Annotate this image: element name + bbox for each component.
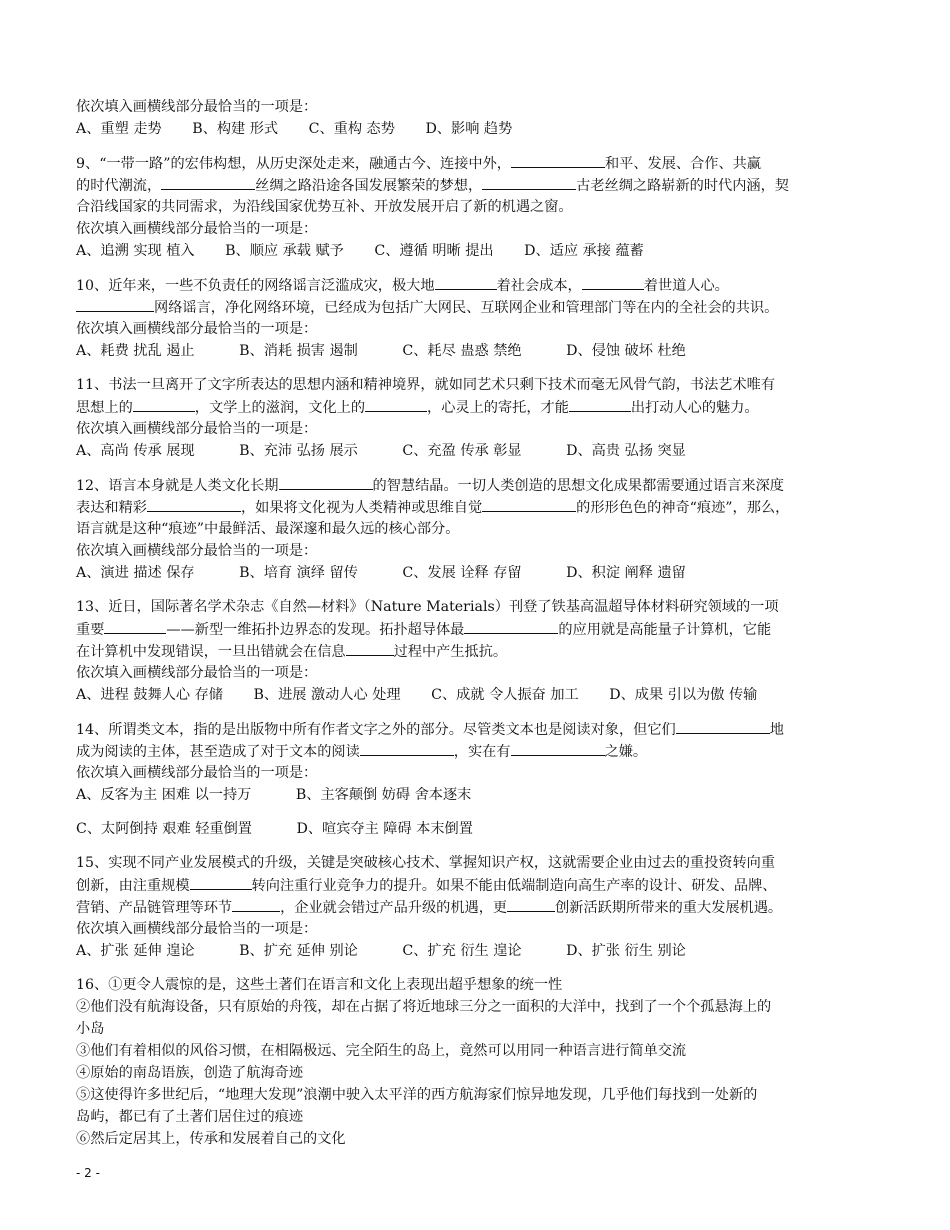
q9-options — [76, 240, 886, 262]
q12-instruction: 依次填入画横线部分最恰当的一项是： — [76, 543, 318, 559]
option-c: C、充盈 传承 彰显 — [402, 443, 522, 459]
option-b: B、主客颠倒 妨碍 舍本逐末 — [295, 787, 472, 803]
prev-options — [76, 118, 886, 140]
page-number: - 2 - — [76, 1166, 100, 1180]
document-page — [76, 96, 886, 1150]
blank — [346, 640, 394, 656]
option-b: B、消耗 损害 遏制 — [239, 343, 358, 359]
option-a: A、演进 描述 保存 — [76, 565, 195, 581]
blank — [161, 174, 255, 190]
option-d: D、成果 引以为傲 传输 — [609, 687, 758, 703]
q13-line-2: 重要 ——新型一维拓扑边界态的发现。拓扑超导体最 的应用就是高能量子计算机，它能 — [76, 618, 886, 640]
q14-instruction: 依次填入画横线部分最恰当的一项是： — [76, 765, 318, 781]
q16-line: ⑤这使得许多世纪后，“地理大发现”浪潮中驶入太平洋的西方航海家们惊异地发现，几乎他们每找到一处新的 — [76, 1087, 758, 1103]
q9-line-2: 的时代潮流， 丝绸之路沿途各国发展繁荣的梦想， 古老丝绸之路崭新的时代内涵，契 — [76, 174, 886, 196]
q11-options — [76, 440, 886, 462]
q9-line-3: 合沿线国家的共同需求，为沿线国家优势互补、开放发展开启了新的机遇之窗。 — [76, 199, 573, 215]
q12-line-2: 表达和精彩 ，如果将文化视为人类精神或思维自觉 的形形色色的神奇“痕迹”，那么， — [76, 496, 886, 518]
option-d: D、高贵 弘扬 突显 — [566, 443, 686, 459]
option-a: A、进程 鼓舞人心 存储 — [76, 687, 223, 703]
option-a: A、耗费 扰乱 遏止 — [76, 343, 195, 359]
q9-line-1: 9、“一带一路”的宏伟构想，从历史深处走来，融通古今、连接中外， 和平、发展、合作、共赢 — [76, 152, 886, 174]
q16-line: 小岛 — [76, 1021, 105, 1037]
blank — [569, 396, 631, 412]
option-c: C、重构 态势 — [308, 121, 395, 137]
option-a: A、反客为主 困难 以一持万 — [76, 787, 252, 803]
option-c: C、太阿倒持 艰难 轻重倒置 — [76, 821, 252, 837]
prev-instruction: 依次填入画横线部分最恰当的一项是： — [76, 99, 318, 115]
q15-line-2: 创新，由注重规模 转向注重行业竞争力的提升。如果不能由低端制造向高生产率的设计、研发、品牌、 — [76, 874, 886, 896]
q11-line-2: 思想上的 ，文学上的滋润，文化上的 ，心灵上的寄托，才能 出打动人心的魅力。 — [76, 396, 886, 418]
option-d: D、喧宾夺主 障碍 本末倒置 — [296, 821, 473, 837]
option-d: D、影响 趋势 — [425, 121, 513, 137]
blank — [279, 474, 373, 490]
option-d: D、适应 承接 蕴蓄 — [524, 243, 644, 259]
option-b: B、充沛 弘扬 展示 — [239, 443, 358, 459]
q16-line: 岛屿，都已有了土著们居住过的痕迹 — [76, 1109, 304, 1125]
blank — [147, 496, 241, 512]
q10-instruction: 依次填入画横线部分最恰当的一项是： — [76, 321, 318, 337]
option-d: D、扩张 衍生 别论 — [566, 943, 686, 959]
blank — [511, 152, 605, 168]
blank — [76, 296, 154, 312]
q14-options-row-1 — [76, 784, 886, 806]
q16-line: ④原始的南岛语族，创造了航海奇迹 — [76, 1065, 304, 1081]
blank — [582, 274, 644, 290]
blank — [190, 874, 252, 890]
option-a: A、追溯 实现 植入 — [76, 243, 195, 259]
q9-instruction: 依次填入画横线部分最恰当的一项是： — [76, 221, 318, 237]
q11-line-1: 11、书法一旦离开了文字所表达的思想内涵和精神境界，就如同艺术只剩下技术而毫无风骨气韵，书法艺术唯有 — [76, 377, 776, 393]
option-a: A、高尚 传承 展现 — [76, 443, 195, 459]
q15-options — [76, 940, 886, 962]
blank — [232, 896, 280, 912]
option-c: C、遵循 明晰 提出 — [374, 243, 494, 259]
q10-line-2: 网络谣言，净化网络环境，已经成为包括广大网民、互联网企业和管理部门等在内的全社会的共识。 — [76, 296, 886, 318]
option-d: D、侵蚀 破坏 杜绝 — [566, 343, 686, 359]
q15-instruction: 依次填入画横线部分最恰当的一项是： — [76, 921, 318, 937]
option-d: D、积淀 阐释 遗留 — [566, 565, 686, 581]
blank — [464, 618, 558, 634]
option-c: C、成就 令人振奋 加工 — [431, 687, 579, 703]
q12-options — [76, 562, 886, 584]
blank — [511, 740, 605, 756]
q11-instruction: 依次填入画横线部分最恰当的一项是： — [76, 421, 318, 437]
q10-line-1: 10、近年来，一些不负责任的网络谣言泛滥成灾，极大地 着社会成本， 着世道人心。 — [76, 274, 886, 296]
blank — [435, 274, 497, 290]
q13-options — [76, 684, 886, 706]
q16-line: ⑥然后定居其上，传承和发展着自己的文化 — [76, 1131, 346, 1147]
option-b: B、进展 激动人心 处理 — [253, 687, 401, 703]
q12-line-1: 12、语言本身就是人类文化长期 的智慧结晶。一切人类创造的思想文化成果都需要通过语言来深度 — [76, 474, 886, 496]
q16-line: 16、①更令人震惊的是，这些土著们在语言和文化上表现出超乎想象的统一性 — [76, 977, 563, 993]
blank — [482, 174, 576, 190]
q16-line: ②他们没有航海设备，只有原始的舟筏，却在占据了将近地球三分之一面积的大洋中，找到了一个个孤悬海上的 — [76, 999, 772, 1015]
blank — [676, 718, 770, 734]
q13-instruction: 依次填入画横线部分最恰当的一项是： — [76, 665, 318, 681]
option-b: B、顺应 承载 赋予 — [225, 243, 344, 259]
q12-line-3: 语言就是这种“痕迹”中最鲜活、最深邃和最久远的核心部分。 — [76, 521, 460, 537]
option-b: B、构建 形式 — [192, 121, 279, 137]
option-a: A、重塑 走势 — [76, 121, 162, 137]
q14-line-1: 14、所谓类文本，指的是出版物中所有作者文字之外的部分。尽管类文本也是阅读对象，但它们 地 — [76, 718, 886, 740]
q14-options-row-2 — [76, 818, 886, 840]
q13-line-3: 在计算机中发现错误，一旦出错就会在信息 过程中产生抵抗。 — [76, 640, 886, 662]
blank — [482, 496, 576, 512]
q14-line-2: 成为阅读的主体，甚至造成了对于文本的阅读 ，实在有 之嫌。 — [76, 740, 886, 762]
q16-line: ③他们有着相似的风俗习惯，在相隔极远、完全陌生的岛上，竟然可以用同一种语言进行简单交流 — [76, 1043, 687, 1059]
option-a: A、扩张 延伸 遑论 — [76, 943, 195, 959]
blank — [133, 396, 195, 412]
blank — [507, 896, 555, 912]
option-b: B、扩充 延伸 别论 — [239, 943, 358, 959]
option-c: C、发展 诠释 存留 — [402, 565, 522, 581]
q15-line-3: 营销、产品链管理等环节 ，企业就会错过产品升级的机遇，更 创新活跃期所带来的重大发展机遇。 — [76, 896, 886, 918]
q15-line-1: 15、实现不同产业发展模式的升级，关键是突破核心技术、掌握知识产权，这就需要企业由过去的重投资转向重 — [76, 855, 776, 871]
blank — [365, 396, 427, 412]
blank — [360, 740, 454, 756]
option-c: C、扩充 衍生 遑论 — [402, 943, 522, 959]
blank — [104, 618, 166, 634]
q13-line-1: 13、近日，国际著名学术杂志《自然—材料》（Nature Materials）刊登了铁基高温超导体材料研究领域的一项 — [76, 599, 779, 615]
q10-options — [76, 340, 886, 362]
option-c: C、耗尽 蛊惑 禁绝 — [402, 343, 522, 359]
option-b: B、培育 演绎 留传 — [239, 565, 358, 581]
